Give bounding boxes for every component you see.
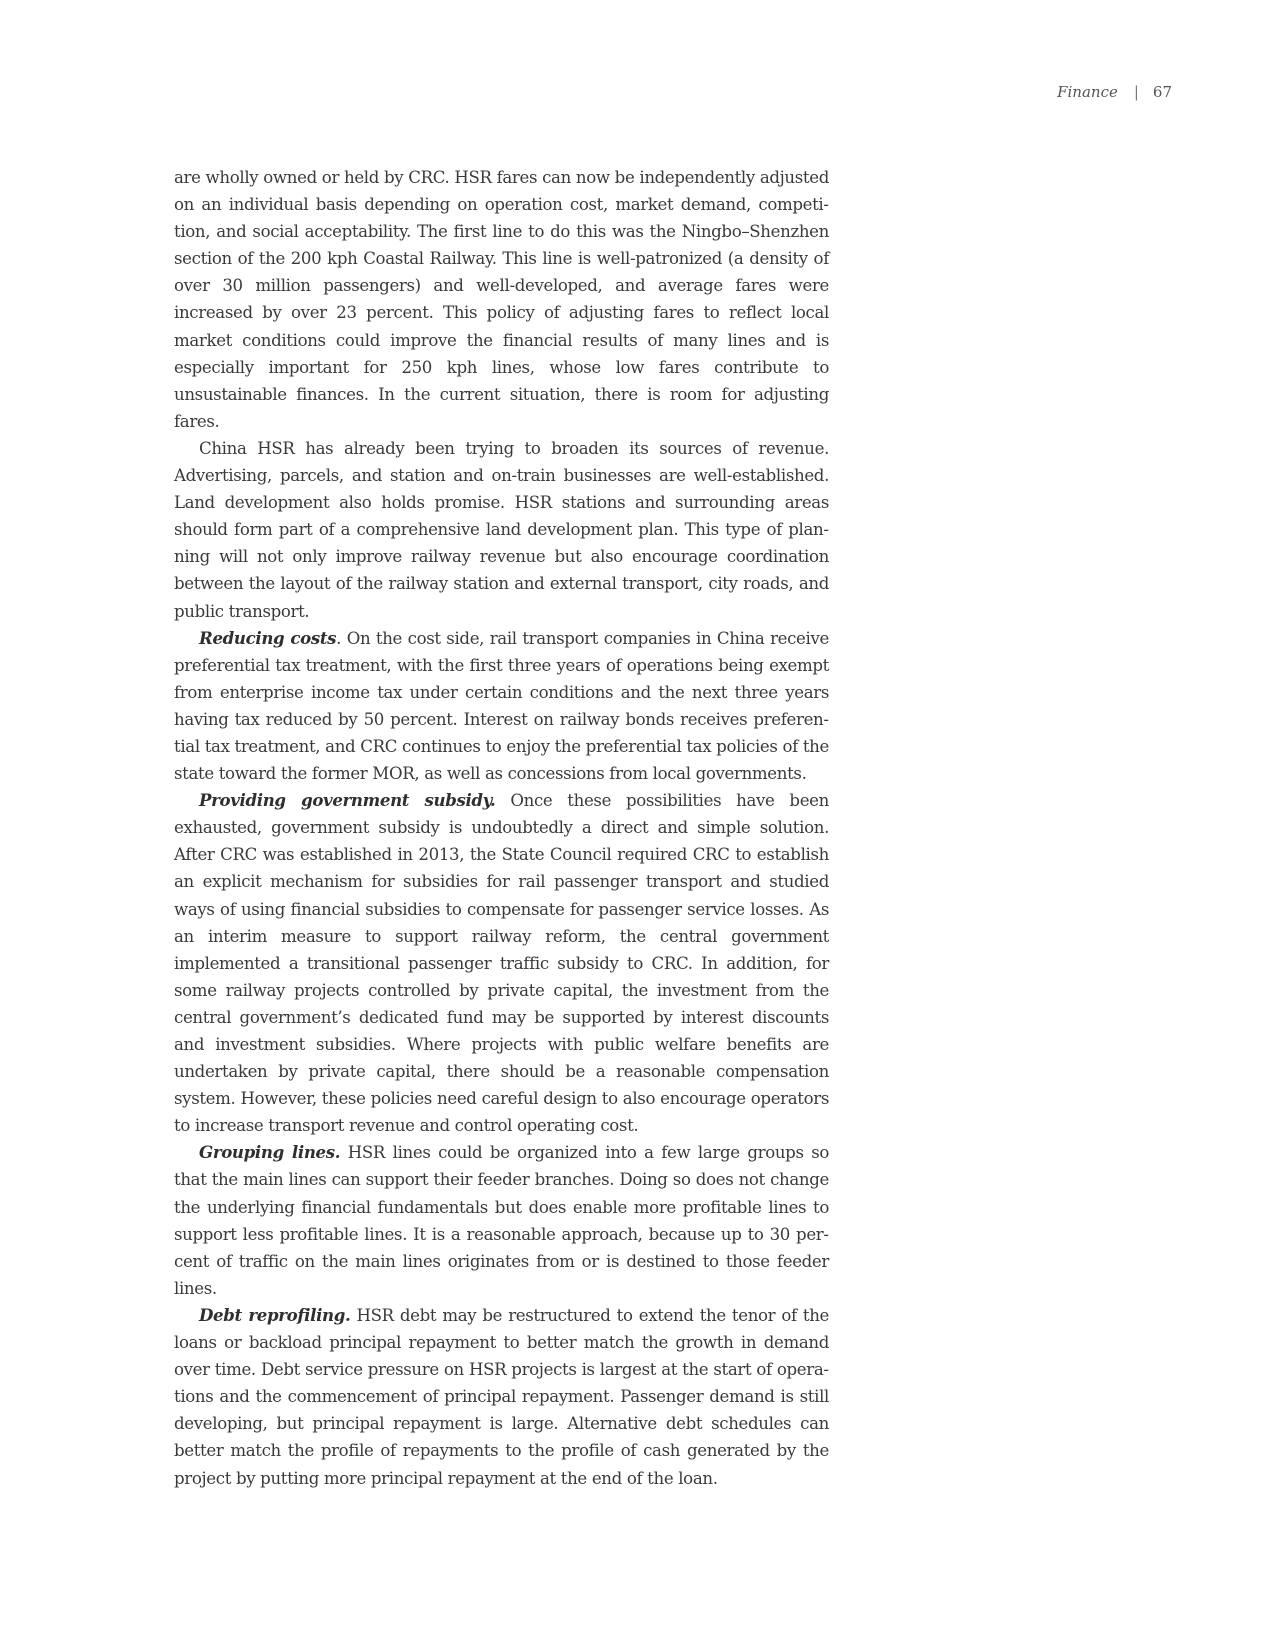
body-text (174, 164, 829, 1492)
paragraph-text: . On the cost side, rail transport companies in China receive preferential tax treatment, with the first three years of operations being exempt from enterprise income tax under certain conditions and the next three years having tax reduced by 50 percent. Interest on railway bonds receives preferential tax treatment, and CRC continues to enjoy the preferential tax policies of the state toward the former MOR, as well as concessions from local governments. (174, 628, 829, 784)
running-head-separator: | (1133, 83, 1139, 101)
paragraph-debt-reprofiling (174, 1302, 829, 1492)
paragraph-revenue-sources (174, 435, 829, 625)
run-in-heading: Providing government subsidy. (199, 790, 496, 811)
paragraph-text: Once these possibilities have been exhausted, government subsidy is undoubtedly a direct and simple solution. After CRC was established in 2013, the State Council required CRC to establish an explicit mechanism for subsidies for rail passenger transport and studied ways of using financial subsidies to compensate for passenger service losses. As an interim measure to support railway reform, the central government implemented a transitional passenger traffic subsidy to CRC. In addition, for some railway projects controlled by private capital, the investment from the central government’s dedicated fund may be supported by interest discounts and investment subsidies. Where projects with public welfare benefits are undertaken by private capital, there should be a reasonable compensation system. However, these policies need careful design to also encourage operators to increase transport revenue and control operating cost. (174, 791, 829, 1136)
paragraph-government-subsidy (174, 787, 829, 1139)
paragraph-grouping-lines (174, 1139, 829, 1302)
page-number: 67 (1152, 83, 1172, 101)
paragraph-reducing-costs (174, 625, 829, 788)
paragraph-text: HSR debt may be restructured to extend the tenor of the loans or backload principal repayment to better match the growth in demand over time. Debt service pressure on HSR projects is largest at the start of operations and the commencement of principal repayment. Passenger demand is still developing, but principal repayment is large. Alternative debt schedules can better match the profile of repayments to the profile of cash generated by the project by putting more principal repayment at the end of the loan. (174, 1305, 829, 1488)
paragraph-text: HSR lines could be organized into a few large groups so that the main lines can support their feeder branches. Doing so does not change the underlying financial fundamentals but does enable more profitable lines to support less profitable lines. It is a reasonable approach, because up to 30 percent of traffic on the main lines originates from or is destined to those feeder lines. (174, 1143, 830, 1298)
paragraph-text: China HSR has already been trying to broaden its sources of revenue. Advertising, parcels, and station and on-train businesses are well-established. Land development also holds promise. HSR stations and surrounding areas should form part of a comprehensive land development plan. This type of planning will not only improve railway revenue but also encourage coordination between the layout of the railway station and external transport, city roads, and public transport. (174, 438, 829, 621)
running-head-section: Finance (1057, 83, 1118, 101)
paragraph-text: are wholly owned or held by CRC. HSR fares can now be independently adjusted on an individual basis depending on operation cost, market demand, competition, and social acceptability. The first line to do this was the Ningbo–Shenzhen section of the 200 kph Coastal Railway. This line is well-patronized (a density of over 30 million passengers) and well-developed, and average fares were increased by over 23 percent. This policy of adjusting fares to reflect local market conditions could improve the financial results of many lines and is especially important for 250 kph lines, whose low fares contribute to unsustainable finances. In the current situation, there is room for adjusting fares. (174, 168, 829, 431)
paragraph-continuation (174, 164, 829, 435)
running-head (1057, 83, 1172, 101)
run-in-heading: Grouping lines. (199, 1142, 341, 1163)
run-in-heading: Reducing costs (199, 627, 337, 648)
run-in-heading: Debt reprofiling. (199, 1304, 351, 1325)
